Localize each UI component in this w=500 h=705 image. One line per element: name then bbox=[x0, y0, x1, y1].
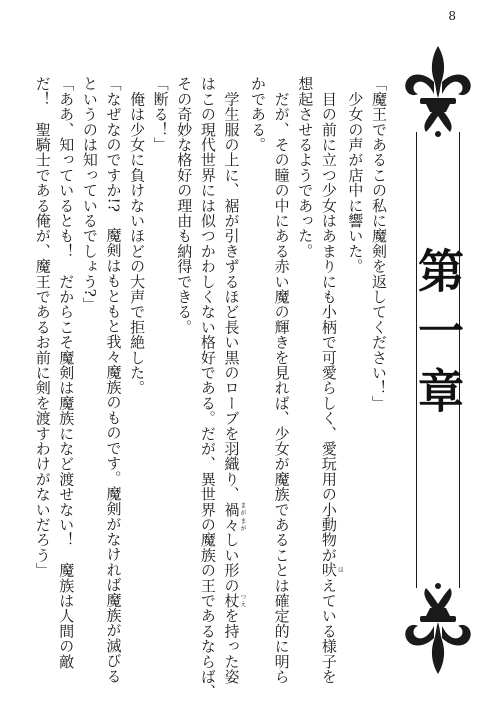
text-line-13: というのは知っているでしょう?」 bbox=[80, 76, 99, 313]
text-line-15: だ！ 聖騎士である俺が、魔王であるお前に剣を渡すわけがないだろう」 bbox=[33, 76, 52, 578]
chapter-heading-ornament bbox=[396, 42, 480, 678]
fleur-de-lis-icon bbox=[396, 42, 480, 138]
text-line-4: 想起させるようであった。 bbox=[296, 76, 315, 259]
chapter-title: 第一章 bbox=[411, 247, 465, 427]
text-line-3 bbox=[316, 76, 344, 685]
text-line-5: だが、その瞳の中にある赤い魔の輝きを見れば、少女が魔族であることは確定的に明ら bbox=[272, 76, 291, 684]
text-line-6: かである。 bbox=[249, 76, 268, 152]
text-line-11: 俺は少女に負けないほどの大声で拒絶した。 bbox=[128, 76, 147, 396]
page-number: 8 bbox=[448, 9, 456, 23]
body-text bbox=[33, 76, 390, 700]
text-line-1: 「魔王であるこの私に魔剣を返してください！」 bbox=[370, 76, 388, 411]
text-line-10: 「断る！」 bbox=[151, 76, 170, 152]
text-line-12: 「なぜなのですか!? 魔剣はもともと我々魔族のものです。魔剣がなければ魔族が滅びる bbox=[104, 76, 123, 684]
ruby-tsue: 杖つえ bbox=[222, 592, 246, 609]
text-line-3-a: 目の前に立つ少女はあまりにも小柄で可愛らしく、愛玩用の小動物が bbox=[319, 76, 338, 563]
ruby-hoe: 吠ほ bbox=[319, 562, 344, 578]
text-line-9: その奇妙な格好の理由も納得できる。 bbox=[175, 76, 194, 335]
fleur-de-lis-icon bbox=[396, 582, 480, 678]
text-line-3-b: えている様子を bbox=[319, 577, 338, 685]
text-line-2: 少女の声が店中に響いた。 bbox=[346, 76, 365, 274]
ruby-magamaga: 禍々まがまが bbox=[222, 501, 246, 533]
text-line-14: 「ああ、知っているとも！ だからこそ魔剣は魔族になど渡せない！ 魔族は人間の敵 bbox=[57, 76, 76, 669]
text-line-7: 学生服の上に、裾が引きずるほど長い黒のローブを羽織り、禍々まがまがしい形の杖つえを持った姿 bbox=[222, 76, 246, 685]
text-line-8: はこの現代世界には似つかわしくない格好である。だが、異世界の魔族の王であるならば、 bbox=[198, 76, 217, 700]
